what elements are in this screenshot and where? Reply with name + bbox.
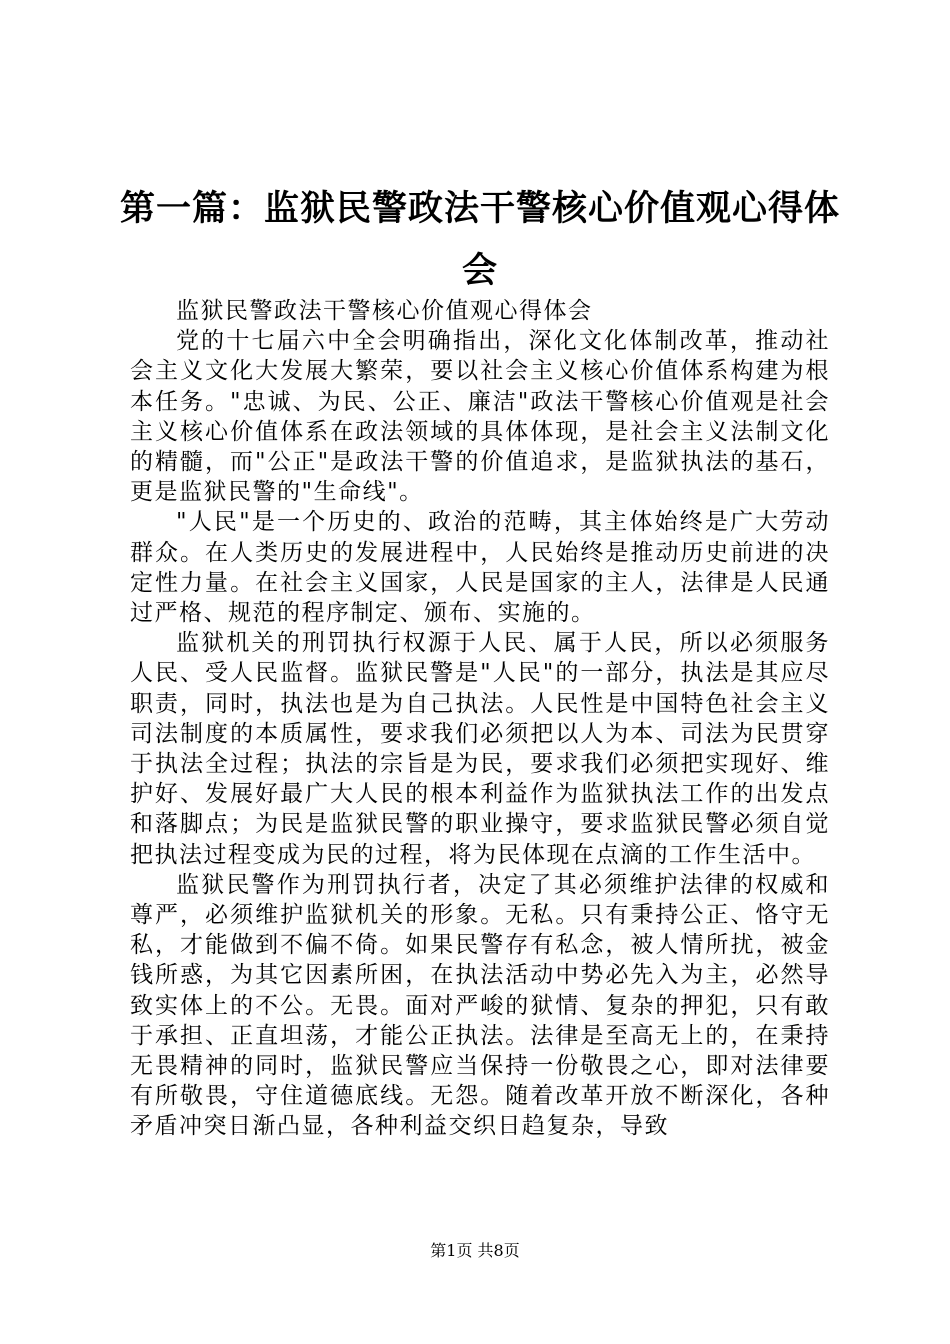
body-paragraph: "人民"是一个历史的、政治的范畴，其主体始终是广大劳动群众。在人类历史的发展进程中，人民始终是推动历史前进的决定性力量。在社会主义国家，人民是国家的主人，法律是人民通过严格、规范的程序制定、颁布、实施的。 <box>130 509 830 627</box>
document-title: 第一篇：监狱民警政法干警核心价值观心得体会 <box>119 189 840 291</box>
body-paragraph: 党的十七届六中全会明确指出，深化文化体制改革，推动社会主义文化大发展大繁荣，要以社会主义核心价值体系构建为根本任务。"忠诚、为民、公正、廉洁"政法干警核心价值观是社会主义核心价值体系在政法领域的具体体现，是社会主义法制文化的精髓，而"公正"是政法干警的价值追求，是监狱执法的基石，更是监狱民警的"生命线"。 <box>130 328 830 506</box>
subtitle-paragraph: 监狱民警政法干警核心价值观心得体会 <box>176 298 593 324</box>
document-body <box>130 296 830 1142</box>
body-paragraph: 监狱民警作为刑罚执行者，决定了其必须维护法律的权威和尊严，必须维护监狱机关的形象。无私。只有秉持公正、恪守无私，才能做到不偏不倚。如果民警存有私念，被人情所扰，被金钱所惑，为其它因素所困，在执法活动中势必先入为主，必然导致实体上的不公。无畏。面对严峻的狱情、复杂的押犯，只有敢于承担、正直坦荡，才能公正执法。法律是至高无上的，在秉持无畏精神的同时，监狱民警应当保持一份敬畏之心，即对法律要有所敬畏，守住道德底线。无怨。随着改革开放不断深化，各种矛盾冲突日渐凸显，各种利益交织日趋复杂，导致 <box>130 871 830 1140</box>
page-number-footer: 第1页 共8页 <box>430 1241 520 1260</box>
body-paragraph: 监狱机关的刑罚执行权源于人民、属于人民，所以必须服务人民、受人民监督。监狱民警是"人民"的一部分，执法是其应尽职责，同时，执法也是为自己执法。人民性是中国特色社会主义司法制度的本质属性，要求我们必须把以人为本、司法为民贯穿于执法全过程；执法的宗旨是为民，要求我们必须把实现好、维护好、发展好最广大人民的根本利益作为监狱执法工作的出发点和落脚点；为民是监狱民警的职业操守，要求监狱民警必须自觉把执法过程变成为民的过程，将为民体现在点滴的工作生活中。 <box>130 630 830 868</box>
